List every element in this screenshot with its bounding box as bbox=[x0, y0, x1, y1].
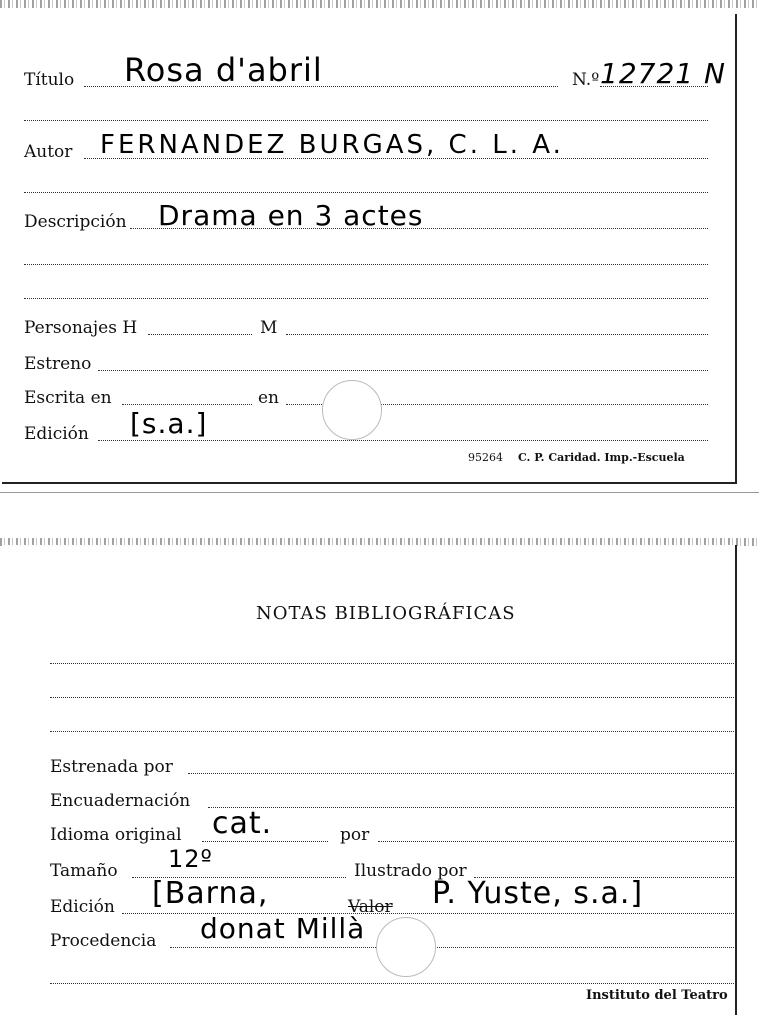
edicion-value: [s.a.] bbox=[130, 407, 208, 440]
edicion-label: Edición bbox=[24, 424, 89, 444]
encuadernacion-label: Encuadernación bbox=[50, 791, 191, 811]
escrita-en-label: en bbox=[258, 388, 280, 408]
idioma-por-line bbox=[378, 841, 734, 842]
personajes-m-line bbox=[286, 334, 708, 335]
valor-label: Valor bbox=[348, 897, 393, 917]
idioma-value: cat. bbox=[212, 806, 273, 841]
idioma-line bbox=[202, 841, 328, 842]
paper-blot bbox=[376, 917, 436, 977]
tamano-value: 12º bbox=[168, 845, 213, 873]
blank-line bbox=[50, 663, 734, 664]
card-edge-top bbox=[0, 0, 759, 8]
procedencia-label: Procedencia bbox=[50, 931, 157, 951]
idioma-por-label: por bbox=[340, 825, 370, 845]
printer-code: 95264 bbox=[468, 451, 503, 464]
blank-line bbox=[24, 264, 708, 265]
blank-line bbox=[24, 298, 708, 299]
blank-line bbox=[50, 983, 734, 984]
catalog-card-back bbox=[2, 545, 737, 1015]
institution-footer: Instituto del Teatro bbox=[586, 988, 728, 1003]
estrenada-label: Estrenada por bbox=[50, 757, 173, 777]
descripcion-label: Descripción bbox=[24, 212, 127, 232]
numero-value: 12721 N bbox=[600, 57, 726, 90]
paper-blot bbox=[322, 380, 382, 440]
encuadernacion-line bbox=[208, 807, 734, 808]
escrita-label: Escrita en bbox=[24, 388, 112, 408]
autor-value: FERNANDEZ BURGAS, C. L. A. bbox=[100, 130, 564, 160]
procedencia-value: donat Millà bbox=[200, 912, 366, 945]
blank-line bbox=[24, 192, 708, 193]
ilustrado-label: Ilustrado por bbox=[354, 861, 467, 881]
blank-line bbox=[50, 731, 734, 732]
tamano-label: Tamaño bbox=[50, 861, 118, 881]
escrita-line bbox=[122, 404, 252, 405]
numero-label: N.º bbox=[572, 70, 600, 90]
blank-line bbox=[50, 697, 734, 698]
personajes-m-label: M bbox=[260, 318, 278, 338]
estrenada-line bbox=[188, 773, 734, 774]
estreno-label: Estreno bbox=[24, 354, 92, 374]
edicion-line bbox=[98, 440, 708, 441]
titulo-value: Rosa d'abril bbox=[124, 51, 323, 89]
procedencia-line bbox=[170, 947, 734, 948]
printer-name: C. P. Caridad. Imp.-Escuela bbox=[518, 451, 685, 464]
back-edicion-label: Edición bbox=[50, 897, 115, 917]
back-edicion-value: [Barna, bbox=[152, 876, 269, 911]
idioma-label: Idioma original bbox=[50, 825, 182, 845]
estreno-line bbox=[98, 370, 708, 371]
blank-line bbox=[24, 120, 708, 121]
personajes-h-line bbox=[148, 334, 252, 335]
catalog-card-front bbox=[2, 14, 737, 484]
personajes-label: Personajes H bbox=[24, 318, 138, 338]
card-separator bbox=[0, 492, 759, 493]
back-edicion-value-2: P. Yuste, s.a.] bbox=[432, 876, 644, 911]
descripcion-value: Drama en 3 actes bbox=[158, 199, 424, 232]
notas-heading: NOTAS BIBLIOGRÁFICAS bbox=[256, 603, 516, 624]
titulo-label: Título bbox=[24, 70, 75, 90]
autor-label: Autor bbox=[24, 142, 73, 162]
